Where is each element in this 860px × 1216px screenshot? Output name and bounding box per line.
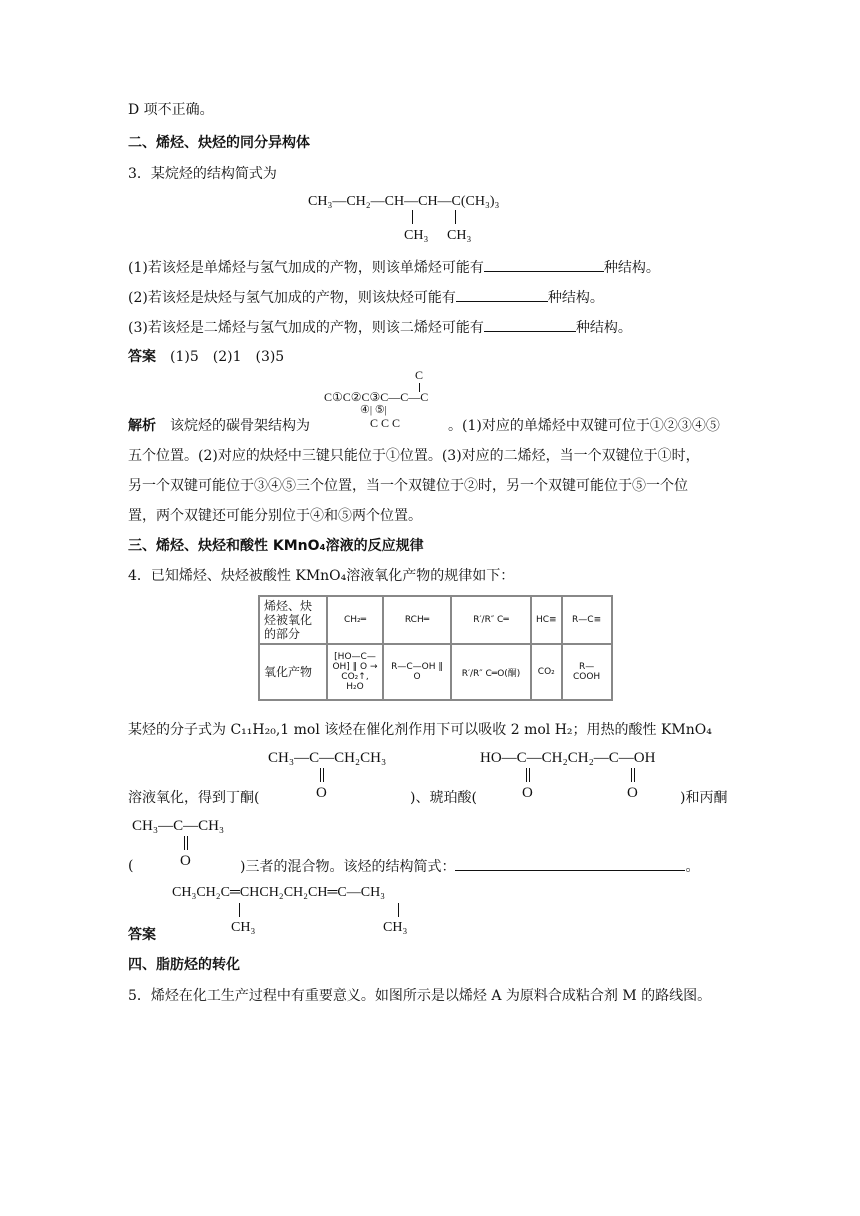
table-cell: CH₂═ xyxy=(327,596,383,644)
analysis-line: 解析 该烷烃的碳骨架结构为 xyxy=(128,418,310,434)
table-cell: R—C≡ xyxy=(562,596,612,644)
question-4-line: )和丙酮 xyxy=(680,790,728,806)
skeleton-bottom: C C C xyxy=(370,416,401,430)
analysis-line: 五个位置。(2)对应的炔烃中三键只能位于①位置。(3)对应的二烯烃，当一个双键位于①时， xyxy=(128,448,700,464)
bond-line xyxy=(455,210,456,224)
question-4-line: )、琥珀酸( xyxy=(410,790,477,806)
section-heading: 四、脂肪烃的转化 xyxy=(128,957,240,973)
table-cell: CO₂ xyxy=(531,644,562,700)
branch-methyl: CH₃ xyxy=(231,920,256,935)
bond-line xyxy=(184,836,185,850)
answer-blank[interactable] xyxy=(456,287,548,302)
oxygen-atom: O xyxy=(316,785,327,801)
butanone-formula: CH₃—C—CH₂CH₃ xyxy=(268,750,387,766)
answer-label: 答案 xyxy=(128,927,156,943)
bond-line xyxy=(239,903,240,917)
analysis-line: 另一个双键可能位于③④⑤三个位置，当一个双键位于②时，另一个双键可能位于⑤一个位 xyxy=(128,478,688,494)
bond-line xyxy=(631,768,632,782)
section-heading: 三、烯烃、炔烃和酸性 KMnO₄溶液的反应规律 xyxy=(128,538,424,554)
answer-3: 答案 (1)5 (2)1 (3)5 xyxy=(128,349,285,365)
alkane-formula: CH₃—CH₂—CH—CH—C(CH₃)₃ xyxy=(308,194,500,209)
question-3-2: (2)若该烃是炔烃与氢气加成的产物，则该炔烃可能有 种结构。 xyxy=(128,287,604,308)
table-cell: R′/R″ C═ xyxy=(451,596,531,644)
answer-formula: CH₃CH₂C═CHCH₂CH₂CH═C—CH₃ xyxy=(172,885,386,900)
bond-line xyxy=(634,768,635,782)
table-cell: R—COOH xyxy=(562,644,612,700)
skeleton-sub: ④| ⑤| xyxy=(360,404,387,416)
table-cell: RCH═ xyxy=(383,596,451,644)
question-4-line: 溶液氧化，得到丁酮( xyxy=(128,790,260,806)
question-4-line: )三者的混合物。该烃的结构简式： 。 xyxy=(240,856,699,877)
table-header-cell: 氧化产物 xyxy=(259,644,327,700)
table-cell: R—C—OH ‖ O xyxy=(383,644,451,700)
analysis-line: 。(1)对应的单烯烃中双键可位于①②③④⑤ xyxy=(448,418,720,434)
oxidation-rule-table xyxy=(258,595,613,701)
bond-line xyxy=(323,768,324,782)
branch-methyl: CH₃ xyxy=(383,920,408,935)
table-header-cell: 烯烃、炔烃被氧化的部分 xyxy=(259,596,327,644)
bond-line xyxy=(529,768,530,782)
question-4: 4．已知烯烃、炔烃被酸性 KMnO₄溶液氧化产物的规律如下： xyxy=(128,568,515,584)
bond-line xyxy=(398,903,399,917)
table-cell: HC≡ xyxy=(531,596,562,644)
bond-line xyxy=(526,768,527,782)
question-4-line: ( xyxy=(128,858,134,874)
question-3: 3．某烷烃的结构简式为 xyxy=(128,166,277,182)
oxygen-atom: O xyxy=(522,785,533,801)
question-5: 5．烯烃在化工生产过程中有重要意义。如图所示是以烯烃 A 为原料合成粘合剂 M 的路线图。 xyxy=(128,988,712,1004)
skeleton-top-c: C xyxy=(415,368,424,382)
bond-line xyxy=(412,210,413,224)
section-heading: 二、烯烃、炔烃的同分异构体 xyxy=(128,135,310,151)
answer-blank[interactable] xyxy=(484,257,604,272)
answer-blank[interactable] xyxy=(455,856,685,871)
table-cell: [HO—C—OH] ‖ O → CO₂↑, H₂O xyxy=(327,644,383,700)
branch-methyl: CH₃ xyxy=(447,228,472,243)
succinic-acid-formula: HO—C—CH₂CH₂—C—OH xyxy=(480,750,656,766)
question-3-3: (3)若该烃是二烯烃与氢气加成的产物，则该二烯烃可能有 种结构。 xyxy=(128,317,632,338)
acetone-formula: CH₃—C—CH₃ xyxy=(132,818,225,834)
branch-methyl: CH₃ xyxy=(404,228,429,243)
bond-line xyxy=(187,836,188,850)
oxygen-atom: O xyxy=(627,785,638,801)
table-cell: R′/R″ C═O(酮) xyxy=(451,644,531,700)
bond-line xyxy=(320,768,321,782)
analysis-line: 置，两个双键还可能分别位于④和⑤两个位置。 xyxy=(128,508,422,524)
text-line: D 项不正确。 xyxy=(128,102,214,118)
answer-blank[interactable] xyxy=(484,317,576,332)
skeleton-main: C①C②C③C—C—C xyxy=(324,390,429,404)
oxygen-atom: O xyxy=(180,853,191,869)
question-4-text: 某烃的分子式为 C₁₁H₂₀,1 mol 该烃在催化剂作用下可以吸收 2 mol H₂；用热的酸性 KMnO₄ xyxy=(128,722,712,738)
question-3-1: (1)若该烃是单烯烃与氢气加成的产物，则该单烯烃可能有 种结构。 xyxy=(128,257,660,278)
